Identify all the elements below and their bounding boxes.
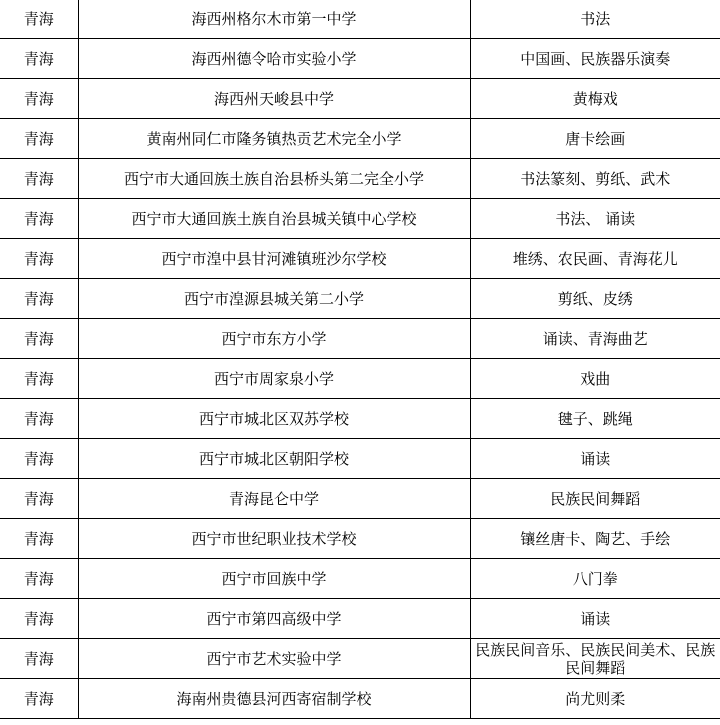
table-row [0, 519, 720, 559]
school-name-cell: 海西州德令哈市实验小学 [78, 39, 470, 79]
project-cell: 八门拳 [470, 559, 720, 599]
province-cell: 青海 [0, 559, 78, 599]
province-cell: 青海 [0, 279, 78, 319]
province-cell: 青海 [0, 359, 78, 399]
school-name-cell: 西宁市湟源县城关第二小学 [78, 279, 470, 319]
table-row [0, 359, 720, 399]
province-cell: 青海 [0, 519, 78, 559]
project-cell: 书法、 诵读 [470, 199, 720, 239]
province-cell: 青海 [0, 399, 78, 439]
school-name-cell: 西宁市城北区双苏学校 [78, 399, 470, 439]
province-cell: 青海 [0, 159, 78, 199]
project-cell: 尚尤则柔 [470, 679, 720, 719]
province-cell: 青海 [0, 239, 78, 279]
province-cell: 青海 [0, 439, 78, 479]
province-cell: 青海 [0, 119, 78, 159]
project-cell: 唐卡绘画 [470, 119, 720, 159]
table-row [0, 559, 720, 599]
project-cell: 堆绣、农民画、青海花儿 [470, 239, 720, 279]
project-cell: 戏曲 [470, 359, 720, 399]
province-cell: 青海 [0, 39, 78, 79]
school-name-cell: 海西州格尔木市第一中学 [78, 0, 470, 39]
school-name-cell: 西宁市大通回族土族自治县城关镇中心学校 [78, 199, 470, 239]
table-row [0, 199, 720, 239]
school-name-cell: 青海昆仑中学 [78, 479, 470, 519]
table-row [0, 679, 720, 719]
school-name-cell: 西宁市世纪职业技术学校 [78, 519, 470, 559]
table-row [0, 159, 720, 199]
table-row [0, 0, 720, 39]
province-cell: 青海 [0, 319, 78, 359]
school-name-cell: 西宁市城北区朝阳学校 [78, 439, 470, 479]
table-row [0, 599, 720, 639]
school-name-cell: 海西州天峻县中学 [78, 79, 470, 119]
table-row [0, 639, 720, 679]
table-row [0, 279, 720, 319]
project-cell: 剪纸、皮绣 [470, 279, 720, 319]
province-cell: 青海 [0, 0, 78, 39]
school-name-cell: 西宁市第四高级中学 [78, 599, 470, 639]
province-cell: 青海 [0, 679, 78, 719]
school-name-cell: 西宁市湟中县甘河滩镇班沙尔学校 [78, 239, 470, 279]
project-cell: 镶丝唐卡、陶艺、手绘 [470, 519, 720, 559]
project-cell: 书法 [470, 0, 720, 39]
school-name-cell: 西宁市大通回族土族自治县桥头第二完全小学 [78, 159, 470, 199]
project-cell: 诵读 [470, 439, 720, 479]
school-name-cell: 黄南州同仁市隆务镇热贡艺术完全小学 [78, 119, 470, 159]
project-cell: 黄梅戏 [470, 79, 720, 119]
project-cell: 书法篆刻、剪纸、武术 [470, 159, 720, 199]
table-row [0, 439, 720, 479]
table-row [0, 79, 720, 119]
school-name-cell: 海南州贵德县河西寄宿制学校 [78, 679, 470, 719]
project-cell: 毽子、跳绳 [470, 399, 720, 439]
table-row [0, 119, 720, 159]
project-cell: 中国画、民族器乐演奏 [470, 39, 720, 79]
school-name-cell: 西宁市东方小学 [78, 319, 470, 359]
province-cell: 青海 [0, 199, 78, 239]
school-name-cell: 西宁市回族中学 [78, 559, 470, 599]
project-cell: 诵读、青海曲艺 [470, 319, 720, 359]
province-cell: 青海 [0, 479, 78, 519]
province-cell: 青海 [0, 599, 78, 639]
table-row [0, 399, 720, 439]
project-cell: 诵读 [470, 599, 720, 639]
province-cell: 青海 [0, 79, 78, 119]
table-row [0, 39, 720, 79]
table-row [0, 479, 720, 519]
province-cell: 青海 [0, 639, 78, 679]
school-name-cell: 西宁市周家泉小学 [78, 359, 470, 399]
school-name-cell: 西宁市艺术实验中学 [78, 639, 470, 679]
table-row [0, 239, 720, 279]
project-cell: 民族民间舞蹈 [470, 479, 720, 519]
table-row [0, 319, 720, 359]
project-cell: 民族民间音乐、民族民间美术、民族民间舞蹈 [470, 639, 720, 679]
